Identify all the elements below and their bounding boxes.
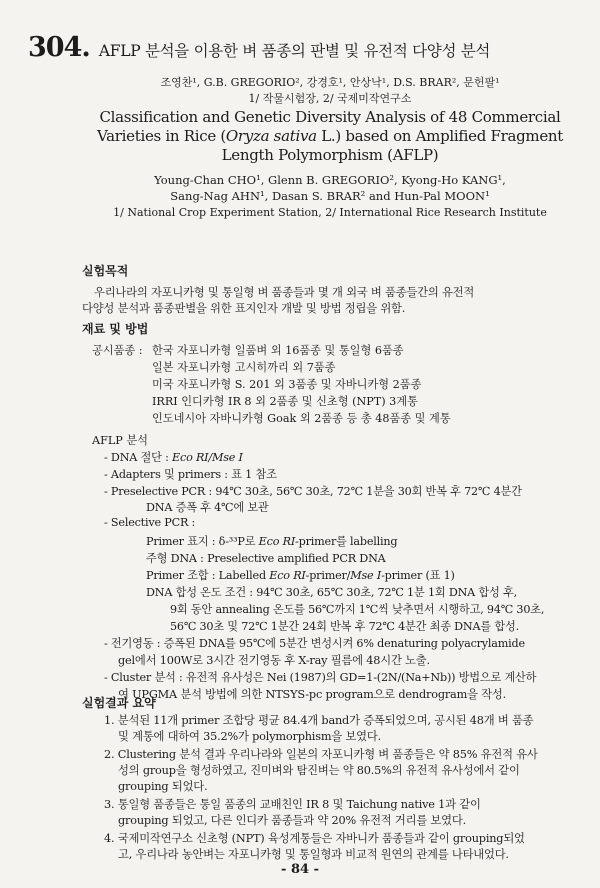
materials-row-5 [92, 410, 451, 426]
adapters-line: - Adapters 및 primers : 표 1 참조 [104, 468, 277, 481]
varieties-label: 공시품종 : [92, 344, 143, 357]
objective-line-2: 다양성 분석과 품종판별을 위한 표지인자 개발 및 방법 정립을 위함. [82, 302, 406, 315]
primer-combo-a: Primer 조합 : Labelled [146, 569, 270, 582]
materials-row-4 [92, 393, 418, 409]
materials-heading: 재료 및 방법 [82, 322, 149, 336]
preselective-line-1: - Preselective PCR : 94℃ 30초, 56℃ 30초, 72℃ 1분을 30회 반복 후 72℃ 4분간 [104, 485, 522, 498]
primer-combo-b: Eco RI [269, 569, 306, 582]
authors-english-line-1: Young-Chan CHO¹, Glenn B. GREGORIO², Kyong-Ho KANG¹, [154, 173, 506, 187]
result-3-line-1: 3. 통일형 품종들은 통일 품종의 교배친인 IR 8 및 Taichung native 1과 같이 [104, 798, 481, 811]
enzyme-names: Eco RI/Mse I [172, 451, 243, 464]
primer-label-b: Eco RI [258, 535, 296, 548]
dna-cut-label: - DNA 절단 : [104, 451, 173, 464]
electrophoresis-line-2: gel에서 100W로 3시간 전기영동 후 X-ray 필름에 48시간 노출. [118, 654, 430, 667]
result-4-line-2: 고, 우리나라 농안벼는 자포니카형 및 통일형과 비교적 원연의 관계를 나타내었다. [118, 848, 509, 861]
template-dna: 주형 DNA : Preselective amplified PCR DNA [146, 552, 386, 565]
title-english-line-1: Classification and Genetic Diversity Analysis of 48 Commercial [99, 108, 561, 126]
title-english [80, 108, 580, 165]
title-english-line-3: Length Polymorphism (AFLP) [221, 146, 439, 164]
primer-combo-c: -primer/ [305, 569, 351, 582]
authors-korean: 조영찬¹, G.B. GREGORIO², 강경호¹, 안상낙¹, D.S. BRAR², 문헌팔¹ [160, 76, 500, 89]
selective-pcr: - Selective PCR : [104, 516, 196, 529]
dna-synthesis-line-1: DNA 합성 온도 조건 : 94℃ 30초, 65℃ 30초, 72℃ 1분 1회 DNA 합성 후, [146, 586, 517, 599]
variety-group: 한국 자포니카형 일품벼 외 16품종 및 통일형 6품종 [152, 344, 404, 357]
result-3-line-2: grouping 되었고, 다른 인디카 품종들과 약 20% 유전적 거리를 보였다. [118, 814, 466, 827]
materials-row-1 [92, 342, 404, 358]
result-1-line-2: 및 계통에 대하여 35.2%가 polymorphism을 보였다. [118, 730, 381, 743]
title-english-line-2 [80, 127, 580, 146]
variety-group: IRRI 인디카형 IR 8 외 2품종 및 신초형 (NPT) 3계통 [152, 395, 418, 408]
primer-label [146, 533, 397, 549]
primer-combo-d: Mse I [350, 569, 382, 582]
primer-label-c: -primer를 labelling [295, 535, 398, 548]
page-number: - 84 - [281, 862, 319, 877]
objective-line-1: 우리나라의 자포니카형 및 통일형 벼 품종들과 몇 개 외국 벼 품종들간의 유전적 [94, 286, 475, 299]
result-2-line-3: grouping 되었다. [118, 780, 208, 793]
results-heading: 실험결과 요약 [82, 696, 156, 710]
dna-cut [104, 449, 243, 465]
paper-title [28, 32, 490, 63]
dna-synthesis-line-2: 9회 동안 annealing 온도를 56℃까지 1℃씩 낮추면서 시행하고, 94℃ 30초, [170, 603, 545, 616]
preselective-line-2: DNA 증폭 후 4℃에 보관 [146, 501, 269, 514]
aflp-heading: AFLP 분석 [92, 434, 148, 447]
result-2-line-2: 성의 group을 형성하였고, 진미벼와 탐진벼는 약 80.5%의 유전적 유사성에서 같이 [118, 764, 520, 777]
materials-row-3 [92, 376, 421, 392]
paper-number: 304. [28, 32, 90, 63]
electrophoresis-line-1: - 전기영동 : 증폭된 DNA를 95℃에 5분간 변성시켜 6% denaturing polyacrylamide [104, 637, 525, 650]
affiliations-english: 1/ National Crop Experiment Station, 2/ International Rice Research Institute [113, 206, 547, 219]
variety-group: 미국 자포니카형 S. 201 외 3품종 및 자바니카형 2품종 [152, 378, 422, 391]
primer-combination [146, 567, 455, 583]
cluster-line-1: - Cluster 분석 : 유전적 유사성은 Nei (1987)의 GD=1-(2N/(Na+Nb)) 방법으로 계산하 [104, 671, 537, 684]
species-name: Oryza sativa [225, 127, 317, 145]
affiliations-korean: 1/ 작물시험장, 2/ 국제미작연구소 [248, 92, 412, 105]
variety-group: 인도네시아 자바니카형 Goak 외 2품종 등 총 48품종 및 계통 [152, 412, 451, 425]
primer-combo-e: -primer (표 1) [381, 569, 455, 582]
objective-heading: 실험목적 [82, 264, 129, 278]
result-1-line-1: 1. 분석된 11개 primer 조합당 평균 84.4개 band가 증폭되었으며, 공시된 48개 벼 품종 [104, 714, 534, 727]
title-korean: AFLP 분석을 이용한 벼 품종의 판별 및 유전적 다양성 분석 [98, 42, 491, 60]
dna-synthesis-line-3: 56℃ 30초 및 72℃ 1분간 24회 반복 후 72℃ 4분간 최종 DNA를 합성. [170, 620, 519, 633]
title-english-line-2a: Varieties in Rice ( [96, 127, 226, 145]
authors-english-line-2: Sang-Nag AHN¹, Dasan S. BRAR² and Hun-Pal MOON¹ [170, 189, 490, 203]
result-4-line-1: 4. 국제미작연구소 신초형 (NPT) 육성계통들은 자바니카 품종들과 같이 grouping되었 [104, 832, 525, 845]
materials-row-2 [92, 359, 335, 375]
authors-english [80, 172, 580, 204]
result-2-line-1: 2. Clustering 분석 결과 우리나라와 일본의 자포니카형 벼 품종들은 약 85% 유전적 유사 [104, 748, 538, 761]
primer-label-a: Primer 표지 : δ-³³P로 [146, 535, 259, 548]
variety-group: 일본 자포니카형 고시히까리 외 7품종 [152, 361, 336, 374]
cluster-line-2: 여 UPGMA 분석 방법에 의한 NTSYS-pc program으로 dendrogram을 작성. [118, 688, 507, 701]
title-english-line-2c: L.) based on Amplified Fragment [316, 127, 563, 145]
